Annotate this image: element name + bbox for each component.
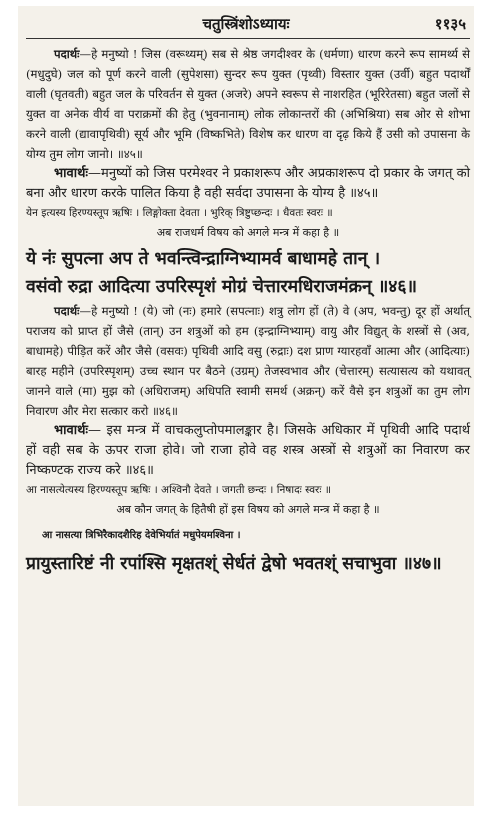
page-body xyxy=(26,44,470,578)
bhavartha-45 xyxy=(26,164,470,204)
mantra-47-line1: आ नासत्या त्रिभिरैकादशैरिह देवेभिर्यातं मधुपेयमश्विना । xyxy=(42,530,241,541)
padartha-45 xyxy=(26,44,470,164)
padartha-text: —हे मनुष्यो ! जिस (वरूथ्यम्) सब से श्रेष्ठ जगदीश्वर के (धर्मणा) धारण करने रूप सामर्थ्य से (मधुदुघे) जल को पूर्ण करने वाली (सुपेशसा) सुन्दर रूप युक्त (पृथ्वी) विस्तार युक्त (उर्वी) बहुत पदार्थों वाली (घृतवती) बहुत जल के परिवर्तन से युक्त (अजरे) अपने स्वरूप से नाशरहित (भूरिरेतसा) बहुत जलों से युक्त वा अनेक वीर्य वा पराक्रमों की हेतु (भुवनानाम्) लोक लोकान्तरों की (अभिश्रिया) सब ओर से शोभा करने वाली (द्यावापृथिवी) सूर्य और भूमि (विष्कभिते) विशेष कर धारण वा दृढ़ किये हैं उसी को उपासना के योग्य तुम लोग जानो। ॥४५॥ xyxy=(26,47,470,161)
padartha-label: पदार्थः xyxy=(54,304,80,318)
padartha-46 xyxy=(26,301,470,421)
mantra-46-line1: ये नंः सुपत्ना अप ते भवन्त्विन्द्राग्निभ्यामर्व बाधामहे तान् । xyxy=(26,249,381,269)
topic-intro-46: अब राजधर्म विषय को अगले मन्त्र में कहा है ॥ xyxy=(156,226,340,239)
bhavartha-label: भावार्थः xyxy=(54,423,89,438)
mantra-47-line2: प्रायुस्तारिष्टं नी रपांश्सि मृक्षतश्ं सेर्धतं द्वेषो भवतश्ं सचाभुवा ॥४७॥ xyxy=(26,554,442,574)
book-page xyxy=(18,6,474,806)
header-rule xyxy=(26,38,470,39)
bhavartha-label: भावार्थः xyxy=(54,166,89,181)
page-header xyxy=(18,14,474,36)
rishi-devata-line-46: येन इत्यस्य हिरण्यस्तूप ऋषिः । लिङ्गोक्ता देवता । भुरिक् त्रिष्टुप्छन्दः । धैवतः स्वरः ॥ xyxy=(26,207,333,219)
mantra-46-line2: वसंवो रुद्रा आदित्या उपरिस्पृशं मोग्रं चेत्तारमधिराजमंक्रन् ॥४६॥ xyxy=(26,277,417,297)
rishi-devata-line-47: आ नासत्येत्यस्य हिरण्यस्तूप ऋषिः । अश्विनौ देवते । जगती छन्दः । निषादः स्वरः ॥ xyxy=(26,484,332,496)
bhavartha-text: —मनुष्यों को जिस परमेश्वर ने प्रकाशरूप और अप्रकाशरूप दो प्रकार के जगत् को बना और धारण करके पालित किया है वही सर्वदा उपासना के योग्य है ॥४५॥ xyxy=(26,166,470,201)
padartha-text: —हे मनुष्यो ! (ये) जो (नः) हमारे (सपत्नाः) शत्रु लोग हों (ते) वे (अप, भवन्तु) दूर हों अर्थात् पराजय को प्राप्त हों जैसे (तान्) उन शत्रुओं को हम (इन्द्राग्निभ्याम्) वायु और विद्युत् के शस्त्रों से (अव, बाधामहे) पीड़ित करें और जैसे (वसवः) पृथिवी आदि वसु (रुद्राः) दश प्राण ग्यारहवाँ आत्मा और (आदित्याः) बारह महीने (उपरिस्पृशम्) उच्च स्थान पर बैठने (उग्रम्) तेजस्वभाव और (चेत्तारम्) सत्यासत्य को यथावत् जानने वाले (मा) मुझ को (अधिराजम्) अधिपति स्वामी समर्थ (अक्रन्) करें वैसे इन शत्रुओं का तुम लोग निवारण और मेरा सत्कार करो ॥४६॥ xyxy=(26,304,470,418)
page-number: ११३५ xyxy=(434,15,466,33)
topic-intro-47: अब कौन जगत् के हितैषी हों इस विषय को अगले मन्त्र में कहा है ॥ xyxy=(116,503,380,516)
chapter-title: चतुस्त्रिंशोऽध्यायः xyxy=(202,15,290,33)
padartha-label: पदार्थः xyxy=(54,47,80,61)
bhavartha-text: — इस मन्त्र में वाचकलुप्तोपमालङ्कार है। जिसके अधिकार में पृथिवी आदि पदार्थ हों वही सब के ऊपर राजा होवे। जो राजा होवे वह शस्त्र अस्त्रों से शत्रुओं का निवारण कर निष्कण्टक राज्य करे ॥४६॥ xyxy=(26,423,470,478)
bhavartha-46 xyxy=(26,421,470,481)
